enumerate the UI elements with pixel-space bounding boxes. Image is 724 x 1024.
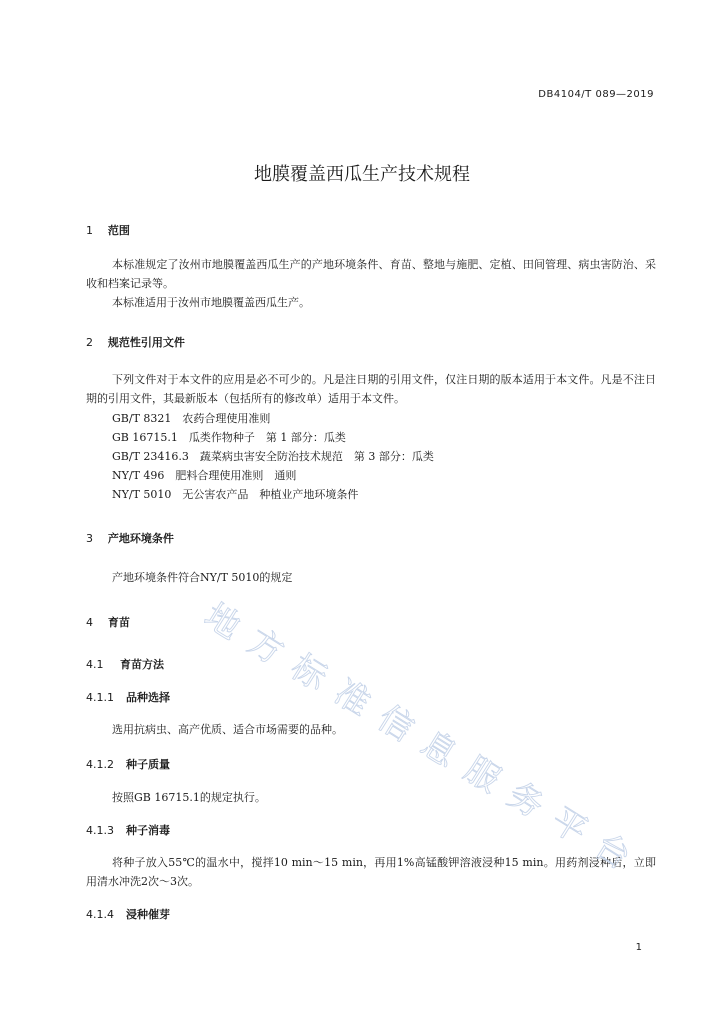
paragraph: 本标准适用于汝州市地膜覆盖西瓜生产。	[112, 296, 310, 309]
section-4-heading	[86, 614, 130, 630]
section-number: 4.1.1	[86, 691, 114, 704]
section-number: 1	[86, 224, 93, 237]
paragraph: 本标准规定了汝州市地膜覆盖西瓜生产的产地环境条件、育苗、整地与施肥、定植、田间管理、病虫害防治、采收和档案记录等。	[86, 258, 656, 290]
reference-item: GB/T 8321 农药合理使用准则	[112, 412, 271, 425]
paragraph: 下列文件对于本文件的应用是必不可少的。凡是注日期的引用文件，仅注日期的版本适用于本文件。凡是不注日期的引用文件，其最新版本（包括所有的修改单）适用于本文件。	[86, 373, 656, 405]
section-number: 4.1.2	[86, 758, 114, 771]
section-4-1-4-heading	[86, 906, 170, 922]
paragraph: 将种子放入55℃的温水中，搅拌10 min～15 min，再用1%高锰酸钾溶液浸种15 min。用药剂浸种后，立即用清水冲洗2次～3次。	[86, 856, 656, 888]
watermark-char: 台	[587, 825, 638, 878]
section-title: 种子消毒	[126, 824, 170, 837]
reference-item: GB/T 23416.3 蔬菜病虫害安全防治技术规范 第 3 部分：瓜类	[112, 450, 434, 463]
paragraph: 选用抗病虫、高产优质、适合市场需要的品种。	[112, 723, 343, 736]
paragraph: 按照GB 16715.1的规定执行。	[112, 791, 266, 804]
paragraph: 产地环境条件符合NY/T 5010的规定	[112, 571, 293, 584]
page-number: 1	[635, 942, 642, 953]
reference-item: NY/T 496 肥料合理使用准则 通则	[112, 469, 297, 482]
watermark-char: 标	[283, 646, 334, 699]
section-number: 3	[86, 532, 93, 545]
section-3-heading	[86, 530, 174, 546]
reference-item: GB 16715.1 瓜类作物种子 第 1 部分：瓜类	[112, 431, 346, 444]
section-number: 4	[86, 616, 93, 629]
section-title: 浸种催芽	[126, 908, 170, 921]
section-title: 规范性引用文件	[107, 336, 185, 349]
section-title: 品种选择	[126, 691, 170, 704]
document-code: DB4104/T 089—2019	[538, 89, 654, 100]
section-number: 4.1	[86, 658, 104, 671]
section-4-1-3-heading	[86, 822, 170, 838]
section-title: 范围	[107, 224, 130, 237]
reference-item: NY/T 5010 无公害农产品 种植业产地环境条件	[112, 488, 359, 501]
section-title: 育苗方法	[120, 658, 164, 671]
watermark-char: 地	[197, 595, 248, 648]
watermark-char: 信	[370, 697, 421, 750]
section-4-1-1-heading	[86, 689, 170, 705]
watermark-char: 务	[500, 774, 551, 827]
watermark-char: 方	[240, 621, 291, 674]
section-title: 产地环境条件	[107, 532, 174, 545]
section-title: 种子质量	[126, 758, 170, 771]
watermark-char: 息	[413, 723, 464, 776]
section-number: 4.1.3	[86, 824, 114, 837]
section-number: 4.1.4	[86, 908, 114, 921]
section-4-1-heading	[86, 656, 164, 672]
section-1-heading	[86, 222, 130, 238]
watermark-char: 准	[327, 672, 378, 725]
watermark-char: 服	[457, 749, 508, 801]
watermark-char: 平	[543, 800, 594, 853]
section-number: 2	[86, 336, 93, 349]
section-title: 育苗	[107, 616, 130, 629]
document-title: 地膜覆盖西瓜生产技术规程	[254, 164, 470, 185]
section-4-1-2-heading	[86, 756, 170, 772]
section-2-heading	[86, 334, 185, 350]
